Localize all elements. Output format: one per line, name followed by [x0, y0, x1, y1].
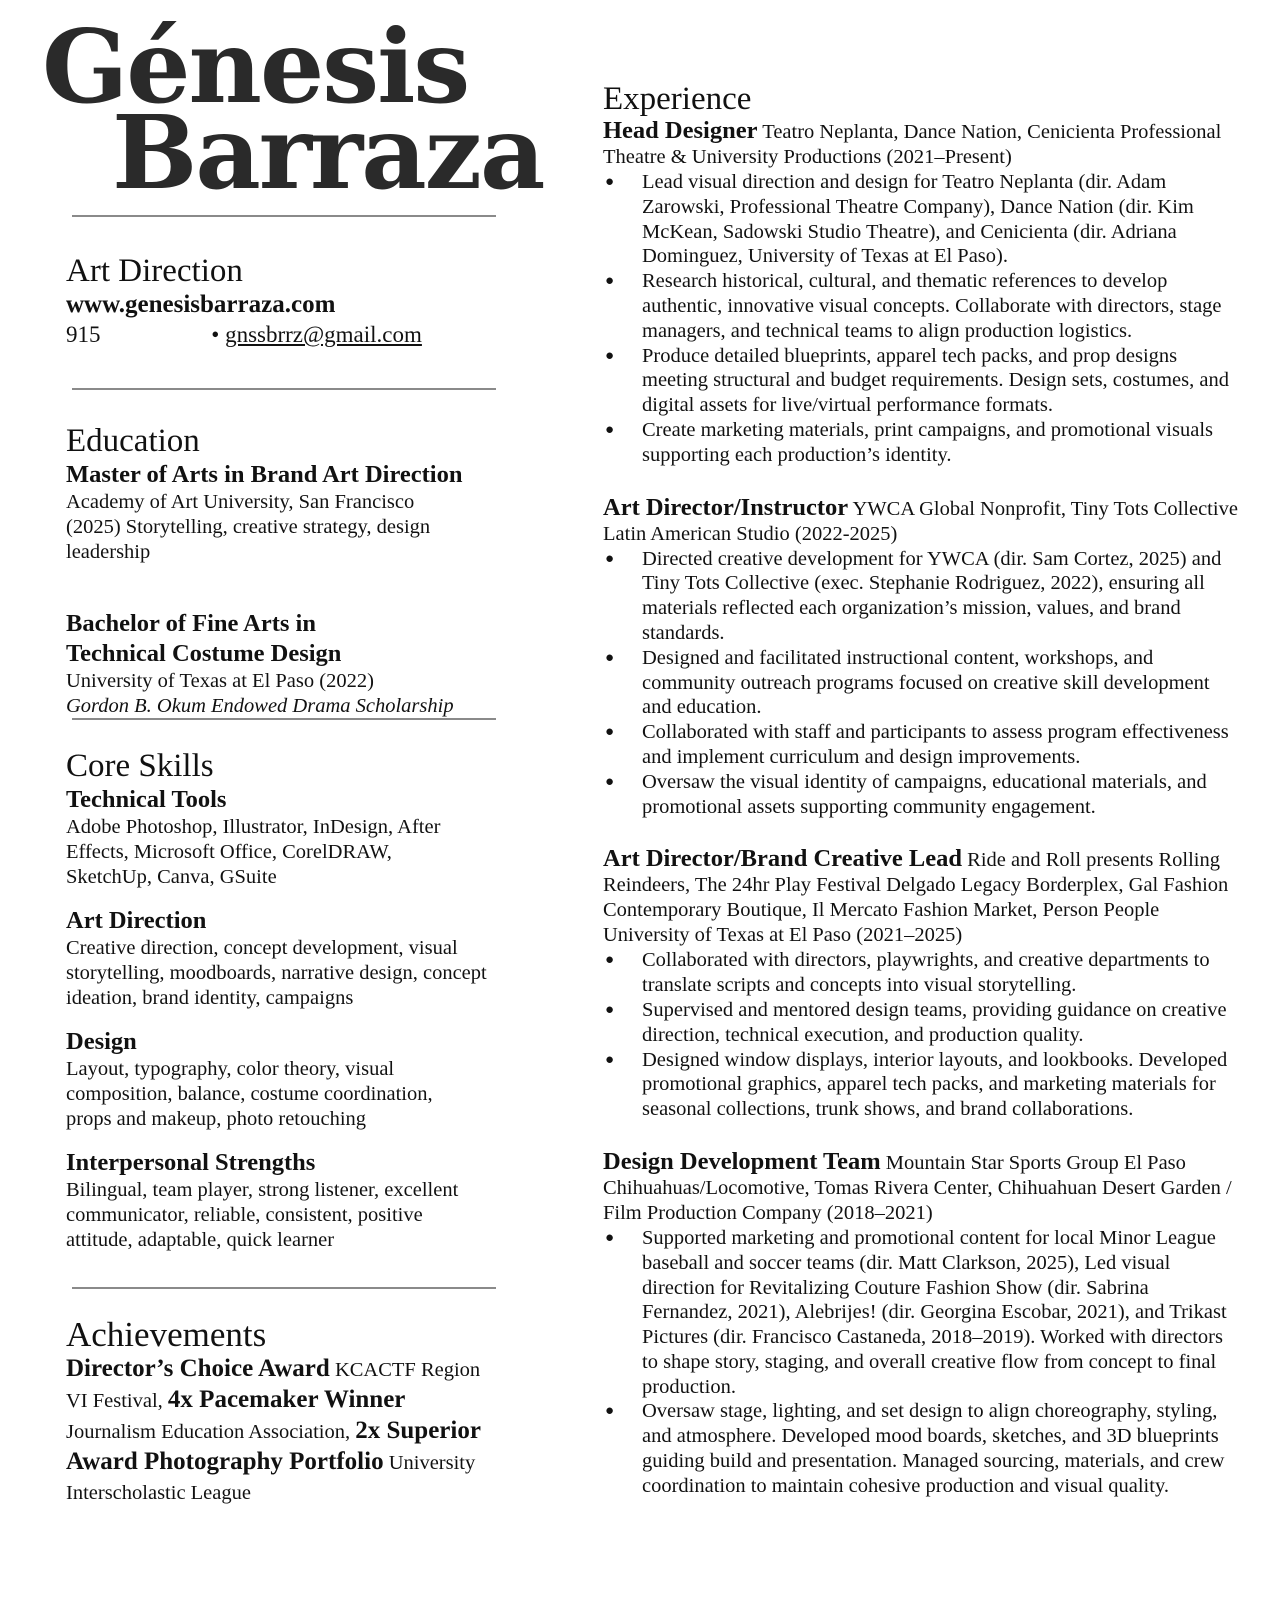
degree-line: leadership — [66, 541, 151, 563]
degree-line: Academy of Art University, San Francisco — [66, 491, 415, 513]
job-org: Teatro Neplanta, Dance Nation, Cenicienta Professional Theatre & University Productions (2021–Present) — [603, 121, 1222, 168]
skill-group-title: Technical Tools — [66, 786, 227, 813]
job-bullet: ● Designed window displays, interior layouts, and lookbooks. Developed promotional graphics, apparel tech packs, and marketing materials for seasonal collections, trunk shows, and brand collaborations. — [603, 1048, 1243, 1122]
job-bullet: ● Supported marketing and promotional content for local Minor League baseball and soccer teams (dir. Matt Clarkson, 2025), Led visual direction for Revitalizing Couture Fashion Show (dir. Sabrina Fernandez, 2021), Alebrijes! (dir. Georgina Escobar, 2021), and Trikast Pictures (dir. Francisco Castaneda, 2018–2019). Worked with directors to shape story, staging, and overall creative flow from concept to final production. — [603, 1226, 1243, 1400]
job-bullet: ● Lead visual direction and design for Teatro Neplanta (dir. Adam Zarowski, Professional Theatre Company), Dance Nation (dir. Kim McKean, Sadowski Studio Theatre), and Cenicienta (dir. Adriana Dominguez, University of Texas at El Paso). — [603, 170, 1243, 269]
degree-title: Bachelor of Fine Arts in — [66, 610, 316, 637]
job-org: YWCA Global Nonprofit, Tiny Tots Collective Latin American Studio (2022-2025) — [603, 497, 1238, 545]
job-bullet: ● Produce detailed blueprints, apparel tech packs, and prop designs meeting structural and budget requirements. Design sets, costumes, and digital assets for live/virtual performance formats. — [603, 344, 1243, 418]
right-column — [603, 80, 1243, 1526]
skill-group-text: Bilingual, team player, strong listener, excellent communicator, reliable, consistent, positive attitude, adaptable, quick learner — [66, 1179, 459, 1251]
job-title: Head Designer — [603, 117, 758, 144]
degree-school: University of Texas at El Paso (2022) — [66, 670, 374, 692]
job-entry — [603, 495, 1243, 820]
skills-heading: Core Skills — [66, 748, 214, 784]
resume-name — [42, 7, 544, 212]
job-title: Art Director/Instructor — [603, 493, 849, 521]
divider — [72, 1287, 496, 1289]
job-bullet: ● Research historical, cultural, and thematic references to develop authentic, innovative visual concepts. Collaborate with directors, stage managers, and technical teams to align production logistics. — [603, 269, 1243, 343]
contact-heading: Art Direction — [66, 253, 243, 289]
job-bullet: ● Oversaw stage, lighting, and set design to align choreography, styling, and atmosphere. Developed mood boards, sketches, and 3D blueprints guiding build and presentation. Managed sourcing, materials, and crew coordination to maintain cohesive production and visual quality. — [603, 1399, 1243, 1498]
job-entry — [603, 1149, 1243, 1499]
job-title: Art Director/Brand Creative Lead — [603, 845, 963, 873]
job-bullet: ● Collaborated with directors, playwrights, and creative departments to translate scripts and concepts into visual storytelling. — [603, 948, 1243, 998]
degree-title: Technical Costume Design — [66, 640, 342, 667]
award-title: Director’s Choice Award — [66, 1355, 330, 1382]
skill-group-title: Design — [66, 1028, 137, 1055]
award-title: 2x Superior Award Photography Portfolio — [66, 1417, 481, 1475]
phone: 915 — [66, 322, 101, 347]
achievements-heading: Achievements — [66, 1315, 267, 1354]
first-name: Génesis — [42, 7, 469, 126]
job-bullet: ● Collaborated with staff and participants to assess program effectiveness and implement curriculum and design improvements. — [603, 720, 1243, 770]
award-title: 4x Pacemaker Winner — [167, 1386, 406, 1413]
website-link[interactable]: www.genesisbarraza.com — [66, 291, 336, 318]
experience-heading: Experience — [603, 81, 752, 117]
job-org: Ride and Roll presents Rolling Reindeers, The 24hr Play Festival Delgado Legacy Borderplex, Gal Fashion Contemporary Boutique, Il Mercato Fashion Market, Person People University of Texas at El Paso (2021–2025) — [603, 849, 1229, 947]
award-org: University Interscholastic League — [66, 1452, 476, 1504]
divider — [72, 718, 496, 720]
degree-line: (2025) Storytelling, creative strategy, design — [66, 516, 431, 538]
job-entry — [603, 118, 1243, 468]
achievements-section — [66, 1316, 506, 1508]
divider — [72, 388, 496, 390]
skill-group-text: Adobe Photoshop, Illustrator, InDesign, After Effects, Microsoft Office, CorelDRAW, SketchUp, Canva, GSuite — [66, 816, 441, 888]
email-link[interactable]: gnssbrrz@gmail.com — [225, 322, 422, 347]
skill-group-title: Art Direction — [66, 907, 207, 934]
last-name: Barraza — [112, 93, 544, 212]
job-bullet: ● Create marketing materials, print campaigns, and promotional visuals supporting each production’s identity. — [603, 418, 1243, 468]
job-entry — [603, 846, 1243, 1122]
award-org: Journalism Education Association, — [66, 1421, 356, 1443]
skill-group-text: Layout, typography, color theory, visual composition, balance, costume coordination, props and makeup, photo retouching — [66, 1058, 433, 1130]
job-title: Design Development Team — [603, 1147, 881, 1175]
skill-group-title: Interpersonal Strengths — [66, 1149, 316, 1176]
job-bullet: ● Supervised and mentored design teams, providing guidance on creative direction, technical execution, and production quality. — [603, 998, 1243, 1048]
education-heading: Education — [66, 423, 200, 459]
job-bullet: ● Oversaw the visual identity of campaigns, educational materials, and promotional assets supporting community engagement. — [603, 770, 1243, 820]
job-bullet: ● Directed creative development for YWCA (dir. Sam Cortez, 2025) and Tiny Tots Collective (exec. Stephanie Rodriguez, 2022), ensuring all materials reflected each organization’s mission, values, and brand standards. — [603, 547, 1243, 646]
degree-honor: Gordon B. Okum Endowed Drama Scholarship — [66, 695, 454, 717]
contact-section: Art Direction www.genesisbarraza.com 915 • gnssbrrz@gmail.com — [66, 252, 506, 350]
skills-section — [66, 747, 506, 1253]
divider — [72, 215, 496, 217]
education-section — [66, 422, 506, 719]
job-org: Mountain Star Sports Group El Paso Chihuahuas/Locomotive, Tomas Rivera Center, Chihuahuan Desert Garden / Film Production Company (2018–2021) — [603, 1151, 1232, 1224]
award-org: KCACTF Region VI Festival, — [66, 1359, 481, 1412]
skill-group-text: Creative direction, concept development, visual storytelling, moodboards, narrative design, concept ideation, brand identity, campaigns — [66, 937, 487, 1009]
job-bullet: ● Designed and facilitated instructional content, workshops, and community outreach programs focused on creative skill development and education. — [603, 646, 1243, 720]
degree-title: Master of Arts in Brand Art Direction — [66, 461, 463, 488]
achievements-text — [66, 1354, 496, 1508]
